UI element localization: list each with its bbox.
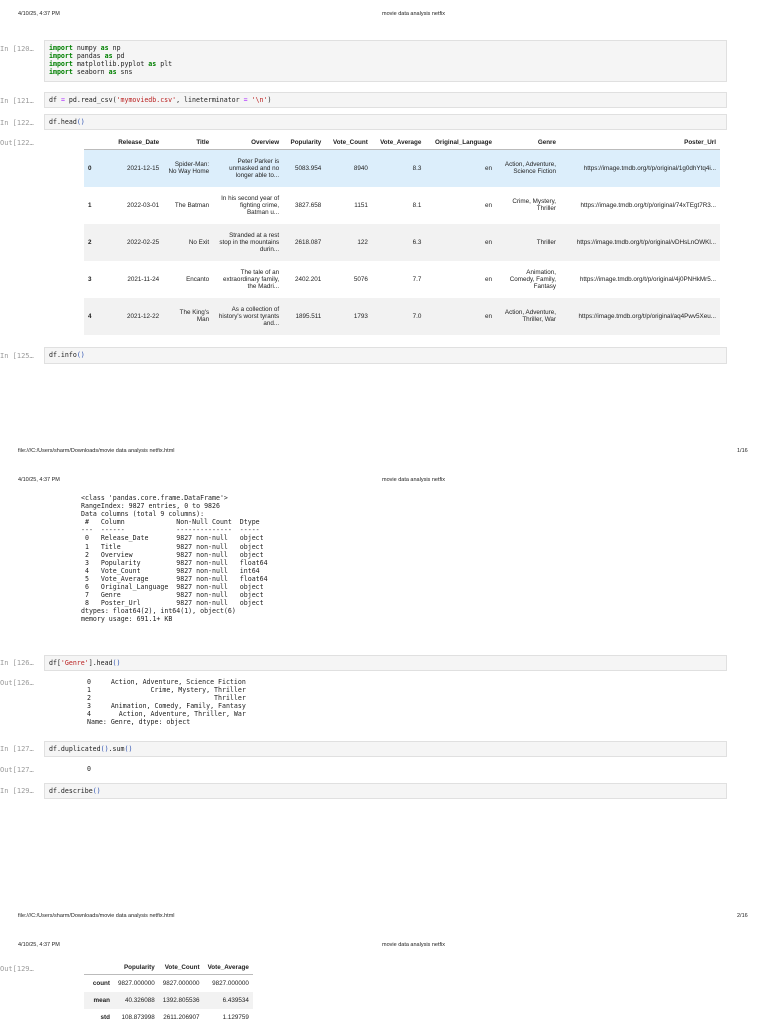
cell: 5083.954 <box>295 164 322 172</box>
col-header: Genre <box>496 135 560 150</box>
print-doc-title: movie data analysis netfix <box>382 942 445 948</box>
cell: en <box>485 238 493 246</box>
cell: In his second year of fighting crime, Batman u... <box>221 194 280 216</box>
cell: 2611.206907 <box>163 1013 200 1021</box>
info-output: <class 'pandas.core.frame.DataFrame'> RangeIndex: 9827 entries, 0 to 9826 Data columns (total 9 columns): # Column Non-Null Count Dtype --- ------ -------------- ----- 0 Release_Date 9827 non-null object 1 Title 9827 non-null object 2 Overview 9827 non-null object 3 Popularity 9827 non-null float64 4 Vote_Count 9827 non-null int64 5 Vote_Average 9827 non-null float64 6 Original_Language 9827 non-null object 7 Genre 9827 non-null object 8 Poster_Url 9827 non-null object dtypes: float64(2), int64(1), object(6) memory usage: 691.1+ KB <box>81 494 268 624</box>
code-token: '\n' <box>251 96 268 104</box>
table-row[interactable] <box>84 261 720 298</box>
kw: import <box>49 68 73 76</box>
cell: Stranded at a rest stop in the mountains durin... <box>219 231 280 253</box>
cell: en <box>485 275 493 283</box>
cell-prompt: In [127… <box>0 745 34 753</box>
cell: 7.0 <box>412 312 422 320</box>
code-token: () <box>76 118 85 126</box>
cell-prompt: In [122… <box>0 119 34 127</box>
code-cell-genre-head[interactable] <box>44 655 727 671</box>
code-cell-describe[interactable] <box>44 783 727 799</box>
code-token: df <box>49 745 57 753</box>
kw: import <box>49 60 73 68</box>
cell: 1895.511 <box>295 312 322 320</box>
code-token: 'mymoviedb.csv' <box>116 96 177 104</box>
cell: Action, Adventure, Science Fiction <box>504 161 557 176</box>
kw: import <box>49 44 73 52</box>
row-index: 2 <box>88 238 92 246</box>
cell: The King's Man <box>179 309 210 323</box>
table-row[interactable] <box>84 1009 253 1026</box>
row-index: 3 <box>88 275 92 283</box>
genre-output: 0 Action, Adventure, Science Fiction 1 Crime, Mystery, Thriller 2 Thriller 3 Animation, Comedy, Family, Fantasy 4 Action, Adventure, Thriller, War Name: Genre, dtype: object <box>87 678 246 727</box>
col-header: Vote_Average <box>204 960 253 975</box>
kw: import <box>49 52 73 60</box>
module: numpy <box>76 44 97 52</box>
col-header: Poster_Url <box>560 135 720 150</box>
alias: pd <box>116 52 125 60</box>
code-token: ].head <box>88 659 113 667</box>
cell: 40.326088 <box>125 996 155 1004</box>
code-cell-imports[interactable] <box>44 40 727 82</box>
cell: 2022-02-25 <box>126 238 160 246</box>
cell: en <box>485 164 493 172</box>
cell: 2021-12-22 <box>126 312 160 320</box>
code-token: () <box>124 745 133 753</box>
print-footer-path: file:///C:/Users/sharm/Downloads/movie data analysis netfix.html <box>18 448 175 454</box>
code-token: df <box>49 118 57 126</box>
code-token: 'Genre' <box>60 659 89 667</box>
alias: sns <box>120 68 133 76</box>
kw: as <box>100 44 109 52</box>
code-token: = <box>243 96 248 104</box>
module: matplotlib.pyplot <box>76 60 145 68</box>
cell: 3827.658 <box>295 201 322 209</box>
cell: 9827.000000 <box>212 979 249 987</box>
code-token: () <box>112 659 121 667</box>
cell: Peter Parker is unmasked and no longer able to... <box>229 157 280 179</box>
code-token: .duplicated <box>56 745 101 753</box>
kw: as <box>104 52 113 60</box>
module: pandas <box>76 52 101 60</box>
code-token: df[ <box>49 659 61 667</box>
cell: Action, Adventure, Thriller, War <box>504 309 557 323</box>
table-header-row <box>84 960 253 975</box>
cell: Crime, Mystery, Thriller <box>512 198 557 212</box>
code-token: .sum <box>108 745 125 753</box>
print-date: 4/10/25, 4:37 PM <box>18 477 60 483</box>
row-index: 1 <box>88 201 92 209</box>
code-cell-info[interactable] <box>44 347 727 364</box>
cell: https://image.tmdb.org/t/p/original/4j0PNHkMr5... <box>579 275 716 283</box>
code-token: df <box>49 787 57 795</box>
table-row[interactable] <box>84 187 720 224</box>
code-token: ) <box>267 96 272 104</box>
col-header: Popularity <box>283 135 325 150</box>
cell: The Batman <box>174 201 210 209</box>
col-header: Overview <box>213 135 283 150</box>
cell: 7.7 <box>412 275 422 283</box>
module: seaborn <box>76 68 105 76</box>
cell: 122 <box>357 238 368 246</box>
col-header: Title <box>163 135 213 150</box>
cell-prompt: In [126… <box>0 659 34 667</box>
table-row[interactable] <box>84 150 720 187</box>
table-row[interactable] <box>84 992 253 1009</box>
alias: np <box>112 44 121 52</box>
cell: 2021-12-15 <box>126 164 160 172</box>
cell: 2021-11-24 <box>127 275 160 283</box>
cell: en <box>485 201 493 209</box>
cell: 1.129759 <box>222 1013 249 1021</box>
cell: 5076 <box>353 275 368 283</box>
col-header: Vote_Count <box>325 135 372 150</box>
print-doc-title: movie data analysis netfix <box>382 11 445 17</box>
out-prompt: Out[126… <box>0 679 34 687</box>
code-token: .info <box>56 351 77 359</box>
code-token: .head <box>56 118 77 126</box>
kw: as <box>148 60 157 68</box>
code-token: () <box>76 351 85 359</box>
cell: 8940 <box>353 164 368 172</box>
cell: 6.439534 <box>222 996 249 1004</box>
cell: 2402.201 <box>295 275 322 283</box>
table-row[interactable] <box>84 298 720 335</box>
table-row[interactable] <box>84 975 253 992</box>
print-date: 4/10/25, 4:37 PM <box>18 942 60 948</box>
print-page-number: 2/16 <box>737 913 748 919</box>
kw: as <box>108 68 117 76</box>
code-token: , lineterminator <box>176 96 244 104</box>
table-row[interactable] <box>84 224 720 261</box>
cell: 9827.000000 <box>162 979 200 987</box>
out-prompt: Out[122… <box>0 139 34 147</box>
col-header <box>84 960 114 975</box>
duplicated-output: 0 <box>87 765 91 773</box>
cell-prompt: In [121… <box>0 97 34 105</box>
cell: As a collection of history's worst tyrants and... <box>218 305 280 327</box>
row-index: 4 <box>88 312 92 320</box>
cell: 6.3 <box>412 238 422 246</box>
code-cell-duplicated[interactable] <box>44 741 727 757</box>
col-header: Original_Language <box>425 135 496 150</box>
cell: The tale of an extraordinary family, the Madri... <box>222 268 280 290</box>
cell: 2022-03-01 <box>126 201 160 209</box>
table-header-row <box>84 135 720 150</box>
cell: https://image.tmdb.org/t/p/original/aq4Pwv5Xeu... <box>578 312 716 320</box>
print-doc-title: movie data analysis netfix <box>382 477 445 483</box>
alias: plt <box>160 60 173 68</box>
col-header: Vote_Count <box>159 960 204 975</box>
row-index: 0 <box>88 164 92 172</box>
cell: 9827.000000 <box>118 979 155 987</box>
cell: 8.1 <box>412 201 422 209</box>
cell: Encanto <box>186 275 210 283</box>
cell: 1392.805536 <box>162 996 200 1004</box>
cell: https://image.tmdb.org/t/p/original/74xTEgt7R3... <box>580 201 716 209</box>
cell-prompt: In [120… <box>0 45 34 53</box>
code-cell-read-csv[interactable] <box>44 92 727 108</box>
cell: 8.3 <box>412 164 422 172</box>
col-header: Vote_Average <box>372 135 426 150</box>
col-header: Popularity <box>114 960 159 975</box>
cell-prompt: In [125… <box>0 352 34 360</box>
print-page-number: 1/16 <box>737 448 748 454</box>
cell: No Exit <box>188 238 210 246</box>
print-footer-path: file:///C:/Users/sharm/Downloads/movie data analysis netfix.html <box>18 913 175 919</box>
cell: https://image.tmdb.org/t/p/original/1g0dhYtq4i... <box>583 164 716 172</box>
code-token: = <box>60 96 65 104</box>
code-token: () <box>100 745 109 753</box>
code-cell-head[interactable] <box>44 114 727 130</box>
cell: en <box>485 312 493 320</box>
code-token: df <box>49 96 57 104</box>
code-token: .describe <box>56 787 93 795</box>
describe-dataframe <box>84 960 253 1026</box>
cell: Thriller <box>536 238 557 246</box>
cell: Animation, Comedy, Family, Fantasy <box>509 268 557 290</box>
col-header <box>84 135 110 150</box>
cell: 108.873998 <box>121 1013 155 1021</box>
code-token: df <box>49 351 57 359</box>
col-header: Release_Date <box>110 135 163 150</box>
cell: 2618.087 <box>295 238 322 246</box>
row-index: std <box>100 1013 110 1021</box>
cell-prompt: In [129… <box>0 787 34 795</box>
row-index: count <box>92 979 110 987</box>
out-prompt: Out[129… <box>0 965 34 973</box>
cell: https://image.tmdb.org/t/p/original/vDHsLnOWKl... <box>576 238 716 246</box>
row-index: mean <box>93 996 110 1004</box>
head-dataframe <box>84 135 720 335</box>
code-token: () <box>92 787 101 795</box>
out-prompt: Out[127… <box>0 766 34 774</box>
print-date: 4/10/25, 4:37 PM <box>18 11 60 17</box>
cell: 1151 <box>354 201 368 209</box>
cell: Spider-Man: No Way Home <box>168 161 210 176</box>
cell: 1793 <box>353 312 368 320</box>
code-token: pd.read_csv( <box>68 96 117 104</box>
